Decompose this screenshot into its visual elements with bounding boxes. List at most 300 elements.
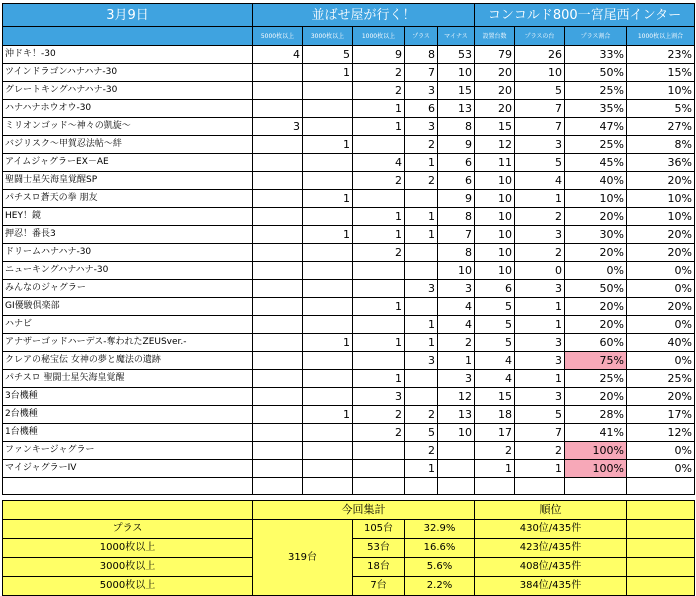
count-1000: 2 <box>353 406 405 424</box>
plus-count: 8 <box>405 46 438 64</box>
rate-1000: 0% <box>627 442 695 460</box>
unit-count: 20 <box>475 82 515 100</box>
summary-label: プラス <box>3 520 253 539</box>
minus-count: 2 <box>438 334 475 352</box>
group1-header: 並ばせ屋が行く！ <box>253 4 475 27</box>
machine-name: 3台機種 <box>3 388 253 406</box>
plus-count: 1 <box>405 208 438 226</box>
table-row <box>3 460 695 478</box>
minus-count: 8 <box>438 118 475 136</box>
count-3000: 1 <box>303 226 353 244</box>
machine-name: GI優駿倶楽部 <box>3 298 253 316</box>
table-row <box>3 370 695 388</box>
count-5000 <box>253 154 303 172</box>
table-row <box>3 298 695 316</box>
rate-1000: 20% <box>627 388 695 406</box>
machine-name: ドリームハナハナ-30 <box>3 244 253 262</box>
count-3000 <box>303 298 353 316</box>
col-plus-units-header: プラスの台 <box>515 27 565 46</box>
table-row <box>3 154 695 172</box>
machine-name: アイムジャグラーEX－AE <box>3 154 253 172</box>
machine-name: クレアの秘宝伝 女神の夢と魔法の遺跡 <box>3 352 253 370</box>
minus-count: 8 <box>438 244 475 262</box>
plus-rate: 41% <box>565 424 627 442</box>
minus-count: 3 <box>438 370 475 388</box>
plus-rate: 100% <box>565 442 627 460</box>
rate-1000: 0% <box>627 460 695 478</box>
table-row <box>3 442 695 460</box>
minus-count: 12 <box>438 388 475 406</box>
table-row <box>3 100 695 118</box>
plus-unit-count: 26 <box>515 46 565 64</box>
count-5000 <box>253 280 303 298</box>
rate-1000: 25% <box>627 370 695 388</box>
summary-label-header <box>3 501 253 520</box>
plus-rate: 33% <box>565 46 627 64</box>
minus-count: 10 <box>438 64 475 82</box>
machine-name: ツインドラゴンハナハナ-30 <box>3 64 253 82</box>
count-3000 <box>303 154 353 172</box>
count-3000 <box>303 280 353 298</box>
table-row <box>3 226 695 244</box>
table-row <box>3 208 695 226</box>
machine-name: ハナハナホウオウ-30 <box>3 100 253 118</box>
summary-label: 5000枚以上 <box>3 577 253 596</box>
summary-count: 7台 <box>353 577 405 596</box>
summary-label: 1000枚以上 <box>3 539 253 558</box>
summary-count: 105台 <box>353 520 405 539</box>
count-3000: 1 <box>303 406 353 424</box>
table-row <box>3 388 695 406</box>
count-5000 <box>253 244 303 262</box>
count-5000 <box>253 352 303 370</box>
table-row <box>3 406 695 424</box>
plus-rate: 10% <box>565 190 627 208</box>
plus-count: 3 <box>405 118 438 136</box>
count-1000 <box>353 352 405 370</box>
rate-1000: 40% <box>627 334 695 352</box>
count-3000 <box>303 388 353 406</box>
plus-unit-count: 4 <box>515 172 565 190</box>
count-1000: 1 <box>353 208 405 226</box>
plus-unit-count: 1 <box>515 460 565 478</box>
rate-1000: 27% <box>627 118 695 136</box>
plus-count <box>405 388 438 406</box>
minus-count: 7 <box>438 226 475 244</box>
blank-row <box>3 478 695 495</box>
plus-unit-count: 3 <box>515 334 565 352</box>
unit-count: 4 <box>475 352 515 370</box>
count-3000 <box>303 370 353 388</box>
plus-rate: 20% <box>565 298 627 316</box>
rate-1000: 20% <box>627 172 695 190</box>
count-1000: 1 <box>353 226 405 244</box>
unit-count: 10 <box>475 208 515 226</box>
plus-unit-count: 1 <box>515 190 565 208</box>
table-row <box>3 190 695 208</box>
plus-unit-count: 5 <box>515 82 565 100</box>
unit-count: 5 <box>475 334 515 352</box>
count-3000 <box>303 208 353 226</box>
plus-rate: 30% <box>565 226 627 244</box>
count-3000: 1 <box>303 190 353 208</box>
rate-1000: 20% <box>627 244 695 262</box>
count-1000: 9 <box>353 46 405 64</box>
plus-count: 3 <box>405 82 438 100</box>
count-5000 <box>253 100 303 118</box>
table-row <box>3 46 695 64</box>
minus-count: 3 <box>438 280 475 298</box>
minus-count: 15 <box>438 82 475 100</box>
unit-count: 10 <box>475 226 515 244</box>
count-1000 <box>353 190 405 208</box>
plus-unit-count: 5 <box>515 154 565 172</box>
unit-count: 11 <box>475 154 515 172</box>
plus-count <box>405 298 438 316</box>
plus-unit-count: 1 <box>515 298 565 316</box>
table-row <box>3 424 695 442</box>
unit-count: 10 <box>475 262 515 280</box>
plus-count: 2 <box>405 136 438 154</box>
count-3000: 1 <box>303 136 353 154</box>
plus-unit-count: 3 <box>515 136 565 154</box>
machine-name: HEY！鏡 <box>3 208 253 226</box>
machine-name: ファンキージャグラー <box>3 442 253 460</box>
plus-rate: 50% <box>565 64 627 82</box>
count-3000 <box>303 316 353 334</box>
count-5000 <box>253 388 303 406</box>
minus-count: 4 <box>438 316 475 334</box>
count-1000 <box>353 136 405 154</box>
machine-name: バジリスク～甲賀忍法帖～絆 <box>3 136 253 154</box>
summary-label: 3000枚以上 <box>3 558 253 577</box>
count-1000 <box>353 316 405 334</box>
plus-rate: 47% <box>565 118 627 136</box>
table-row <box>3 172 695 190</box>
plus-count: 2 <box>405 406 438 424</box>
plus-count <box>405 190 438 208</box>
plus-rate: 20% <box>565 316 627 334</box>
rate-1000: 10% <box>627 190 695 208</box>
plus-rate: 0% <box>565 262 627 280</box>
rate-1000: 8% <box>627 136 695 154</box>
plus-count: 1 <box>405 316 438 334</box>
col-5000-header: 5000枚以上 <box>253 27 303 46</box>
unit-count: 10 <box>475 244 515 262</box>
summary-total: 319台 <box>253 520 353 596</box>
plus-count: 5 <box>405 424 438 442</box>
machine-name: みんなのジャグラー <box>3 280 253 298</box>
col-plus-header: プラス <box>405 27 438 46</box>
count-3000 <box>303 100 353 118</box>
count-3000 <box>303 424 353 442</box>
count-1000: 2 <box>353 172 405 190</box>
minus-count: 8 <box>438 208 475 226</box>
plus-rate: 60% <box>565 334 627 352</box>
plus-rate: 25% <box>565 370 627 388</box>
col-rate1000-header: 1000枚以上割合 <box>627 27 695 46</box>
minus-count: 53 <box>438 46 475 64</box>
summary-pct: 32.9% <box>405 520 475 539</box>
rate-1000: 0% <box>627 280 695 298</box>
table-row <box>3 280 695 298</box>
col-minus-header: マイナス <box>438 27 475 46</box>
unit-count: 6 <box>475 280 515 298</box>
machine-name: パチスロ 聖闘士星矢海皇覚醒 <box>3 370 253 388</box>
count-5000 <box>253 136 303 154</box>
unit-count: 15 <box>475 118 515 136</box>
minus-count: 4 <box>438 298 475 316</box>
minus-count: 10 <box>438 424 475 442</box>
plus-count: 2 <box>405 442 438 460</box>
count-5000 <box>253 262 303 280</box>
plus-unit-count: 2 <box>515 442 565 460</box>
plus-rate: 20% <box>565 388 627 406</box>
unit-count: 20 <box>475 64 515 82</box>
table-row <box>3 352 695 370</box>
summary-empty <box>627 501 695 520</box>
rate-1000: 20% <box>627 226 695 244</box>
count-3000 <box>303 352 353 370</box>
plus-count: 2 <box>405 172 438 190</box>
count-3000 <box>303 442 353 460</box>
unit-count: 4 <box>475 370 515 388</box>
col-units-header: 設置台数 <box>475 27 515 46</box>
count-1000: 2 <box>353 64 405 82</box>
machine-name: 聖闘士星矢海皇覚醒SP <box>3 172 253 190</box>
machine-name: アナザーゴッドハーデス-奪われたZEUSver.- <box>3 334 253 352</box>
rate-1000: 0% <box>627 316 695 334</box>
plus-unit-count: 2 <box>515 208 565 226</box>
count-3000: 5 <box>303 46 353 64</box>
count-1000: 2 <box>353 424 405 442</box>
rate-1000: 17% <box>627 406 695 424</box>
plus-rate: 35% <box>565 100 627 118</box>
minus-count: 13 <box>438 100 475 118</box>
count-3000 <box>303 244 353 262</box>
plus-unit-count: 0 <box>515 262 565 280</box>
summary-rank: 430位/435件 <box>475 520 627 539</box>
minus-count: 6 <box>438 154 475 172</box>
rate-1000: 20% <box>627 298 695 316</box>
plus-count: 3 <box>405 280 438 298</box>
results-table <box>2 3 695 596</box>
plus-count <box>405 244 438 262</box>
minus-count: 10 <box>438 262 475 280</box>
count-1000 <box>353 262 405 280</box>
count-1000 <box>353 280 405 298</box>
unit-count: 20 <box>475 100 515 118</box>
summary-pct: 2.2% <box>405 577 475 596</box>
plus-unit-count: 3 <box>515 280 565 298</box>
count-5000 <box>253 64 303 82</box>
plus-unit-count: 10 <box>515 64 565 82</box>
minus-count <box>438 442 475 460</box>
plus-count <box>405 262 438 280</box>
summary-title: 今回集計 <box>253 501 475 520</box>
plus-rate: 100% <box>565 460 627 478</box>
summary-count: 53台 <box>353 539 405 558</box>
count-1000: 2 <box>353 82 405 100</box>
unit-count: 79 <box>475 46 515 64</box>
minus-count: 1 <box>438 352 475 370</box>
plus-unit-count: 3 <box>515 388 565 406</box>
count-1000 <box>353 460 405 478</box>
plus-count: 7 <box>405 64 438 82</box>
rate-1000: 10% <box>627 82 695 100</box>
rate-1000: 0% <box>627 352 695 370</box>
plus-unit-count: 1 <box>515 370 565 388</box>
count-1000: 1 <box>353 334 405 352</box>
count-5000 <box>253 424 303 442</box>
table-row <box>3 118 695 136</box>
plus-count: 3 <box>405 352 438 370</box>
unit-count: 18 <box>475 406 515 424</box>
unit-count: 17 <box>475 424 515 442</box>
table-row <box>3 136 695 154</box>
count-5000 <box>253 406 303 424</box>
count-3000 <box>303 460 353 478</box>
rate-1000: 10% <box>627 208 695 226</box>
summary-rank: 423位/435件 <box>475 539 627 558</box>
plus-unit-count: 7 <box>515 100 565 118</box>
plus-rate: 20% <box>565 244 627 262</box>
count-3000 <box>303 82 353 100</box>
count-5000: 3 <box>253 118 303 136</box>
table-row <box>3 244 695 262</box>
minus-count <box>438 460 475 478</box>
unit-count: 1 <box>475 460 515 478</box>
plus-count: 1 <box>405 154 438 172</box>
count-5000 <box>253 298 303 316</box>
plus-unit-count: 3 <box>515 226 565 244</box>
machine-name: 押忍！番長3 <box>3 226 253 244</box>
minus-count: 6 <box>438 172 475 190</box>
count-5000 <box>253 460 303 478</box>
count-3000 <box>303 262 353 280</box>
summary-pct: 16.6% <box>405 539 475 558</box>
name-col-header <box>3 27 253 46</box>
plus-rate: 75% <box>565 352 627 370</box>
count-5000 <box>253 370 303 388</box>
count-3000 <box>303 172 353 190</box>
plus-count: 6 <box>405 100 438 118</box>
count-5000 <box>253 226 303 244</box>
col-1000-header: 1000枚以上 <box>353 27 405 46</box>
summary-rank: 408位/435件 <box>475 558 627 577</box>
count-1000 <box>353 442 405 460</box>
plus-rate: 40% <box>565 172 627 190</box>
machine-name: ハナビ <box>3 316 253 334</box>
count-1000: 3 <box>353 388 405 406</box>
unit-count: 2 <box>475 442 515 460</box>
col-plus-rate-header: プラス割合 <box>565 27 627 46</box>
table-row <box>3 334 695 352</box>
plus-rate: 50% <box>565 280 627 298</box>
col-3000-header: 3000枚以上 <box>303 27 353 46</box>
plus-unit-count: 7 <box>515 424 565 442</box>
unit-count: 15 <box>475 388 515 406</box>
plus-unit-count: 2 <box>515 244 565 262</box>
count-5000: 4 <box>253 46 303 64</box>
rate-1000: 36% <box>627 154 695 172</box>
summary-rank: 384位/435件 <box>475 577 627 596</box>
rate-1000: 15% <box>627 64 695 82</box>
count-5000 <box>253 190 303 208</box>
count-1000: 2 <box>353 244 405 262</box>
unit-count: 5 <box>475 316 515 334</box>
machine-name: 1台機種 <box>3 424 253 442</box>
plus-count: 1 <box>405 226 438 244</box>
machine-name: マイジャグラーIV <box>3 460 253 478</box>
table-row <box>3 316 695 334</box>
unit-count: 10 <box>475 172 515 190</box>
count-1000: 1 <box>353 118 405 136</box>
plus-rate: 25% <box>565 136 627 154</box>
date-header: 3月9日 <box>3 4 253 27</box>
machine-name: 2台機種 <box>3 406 253 424</box>
rate-1000: 0% <box>627 262 695 280</box>
unit-count: 12 <box>475 136 515 154</box>
rate-1000: 23% <box>627 46 695 64</box>
machine-name: パチスロ蒼天の拳 朋友 <box>3 190 253 208</box>
machine-name: ニューキングハナハナ-30 <box>3 262 253 280</box>
count-1000: 1 <box>353 298 405 316</box>
plus-rate: 25% <box>565 82 627 100</box>
rank-title: 順位 <box>475 501 627 520</box>
unit-count: 10 <box>475 190 515 208</box>
machine-name: グレートキングハナハナ-30 <box>3 82 253 100</box>
plus-unit-count: 5 <box>515 406 565 424</box>
minus-count: 9 <box>438 136 475 154</box>
rate-1000: 12% <box>627 424 695 442</box>
plus-unit-count: 1 <box>515 316 565 334</box>
plus-unit-count: 3 <box>515 352 565 370</box>
count-3000: 1 <box>303 64 353 82</box>
group2-header: コンコルド800一宮尾西インター <box>475 4 695 27</box>
minus-count: 9 <box>438 190 475 208</box>
count-5000 <box>253 442 303 460</box>
table-row <box>3 262 695 280</box>
summary-count: 18台 <box>353 558 405 577</box>
plus-rate: 45% <box>565 154 627 172</box>
machine-name: ミリオンゴッド～神々の凱旋～ <box>3 118 253 136</box>
table-row <box>3 64 695 82</box>
plus-rate: 20% <box>565 208 627 226</box>
count-1000: 4 <box>353 154 405 172</box>
plus-unit-count: 7 <box>515 118 565 136</box>
machine-name: 沖ドキ！-30 <box>3 46 253 64</box>
plus-count: 1 <box>405 460 438 478</box>
unit-count: 5 <box>475 298 515 316</box>
count-5000 <box>253 334 303 352</box>
plus-count: 1 <box>405 334 438 352</box>
plus-count <box>405 370 438 388</box>
count-5000 <box>253 208 303 226</box>
count-5000 <box>253 316 303 334</box>
count-5000 <box>253 82 303 100</box>
rate-1000: 5% <box>627 100 695 118</box>
summary-pct: 5.6% <box>405 558 475 577</box>
minus-count: 13 <box>438 406 475 424</box>
count-5000 <box>253 172 303 190</box>
count-1000: 1 <box>353 100 405 118</box>
table-row <box>3 82 695 100</box>
plus-rate: 28% <box>565 406 627 424</box>
count-3000: 1 <box>303 334 353 352</box>
count-3000 <box>303 118 353 136</box>
count-1000: 1 <box>353 370 405 388</box>
